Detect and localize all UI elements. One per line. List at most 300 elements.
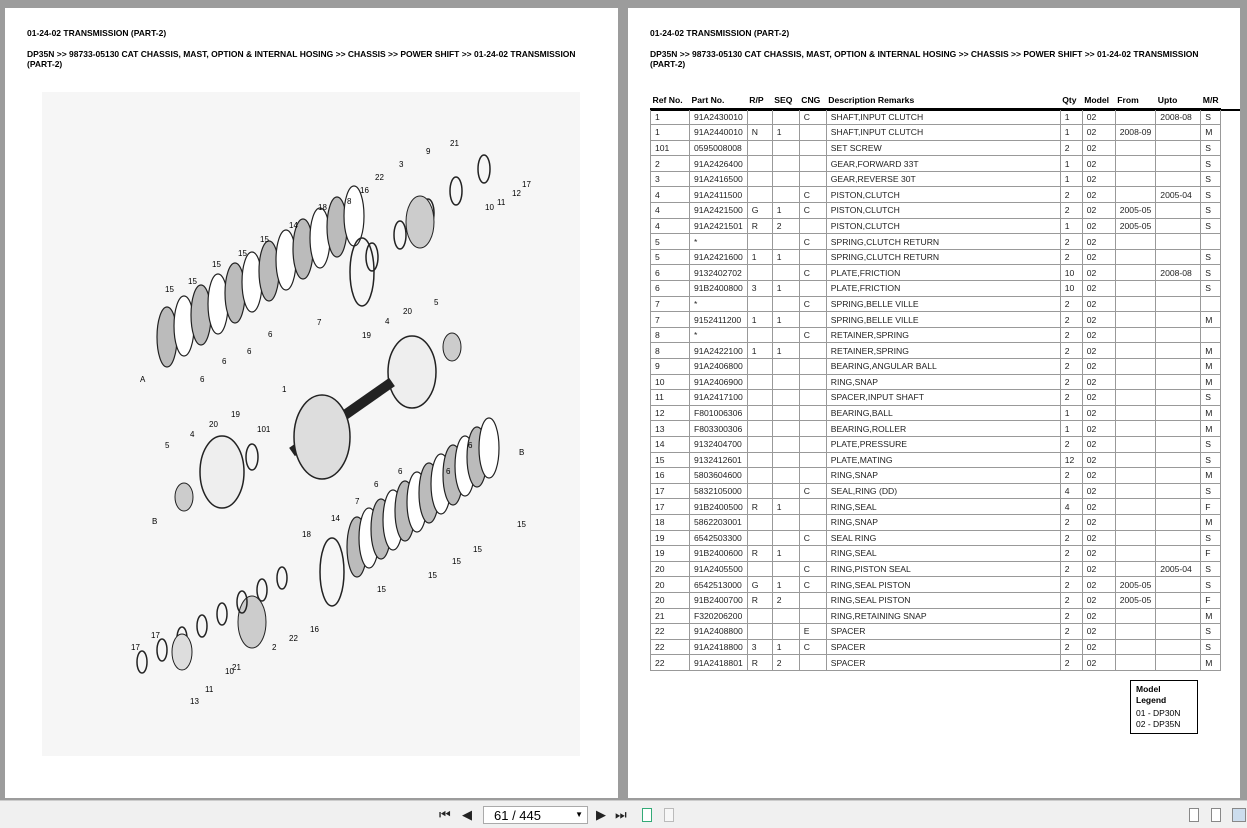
callout-label: 20 [209,420,218,429]
fit-page-icon[interactable] [642,808,652,822]
table-cell [1156,624,1201,640]
page-number-select[interactable] [483,806,588,824]
callout-label: 15 [260,235,269,244]
table-cell: 20 [651,577,690,593]
table-cell: 5803604600 [690,468,748,484]
table-cell: 5862203001 [690,514,748,530]
callout-label: 11 [205,685,214,694]
table-row [651,390,1221,406]
table-cell: 1 [1060,218,1082,234]
table-cell: RING,PISTON SEAL [826,561,1060,577]
table-cell: PISTON,CLUTCH [826,218,1060,234]
callout-label: 18 [302,530,311,539]
table-cell: C [799,483,826,499]
table-row [651,452,1221,468]
table-cell: M [1201,655,1221,671]
table-cell [1115,483,1156,499]
table-cell: 16 [651,468,690,484]
table-cell: 2 [1060,561,1082,577]
table-cell: 1 [1060,405,1082,421]
table-cell: S [1201,187,1221,203]
table-cell: 91A2422100 [690,343,748,359]
table-cell: 14 [651,436,690,452]
last-page-button[interactable]: ⏭ [615,807,627,822]
table-cell: F801006306 [690,405,748,421]
table-cell [772,156,799,172]
callout-label: 15 [428,571,437,580]
table-cell: 91A2408800 [690,624,748,640]
table-cell: 1 [772,125,799,141]
table-cell [1156,468,1201,484]
table-cell: BEARING,ANGULAR BALL [826,359,1060,375]
callout-label: 15 [473,545,482,554]
table-cell [799,140,826,156]
table-cell [772,452,799,468]
table-cell: 4 [651,203,690,219]
table-cell [1115,499,1156,515]
table-cell [799,436,826,452]
right-page [628,8,1240,798]
table-cell [1115,374,1156,390]
table-cell [747,156,772,172]
table-cell: 9132402702 [690,265,748,281]
column-header: Description Remarks [828,95,915,105]
legend-item: 01 - DP30N [1136,708,1181,718]
table-cell: 02 [1082,561,1115,577]
table-cell: 02 [1082,156,1115,172]
table-cell [1115,265,1156,281]
table-cell: 2 [1060,639,1082,655]
table-cell: SPACER [826,624,1060,640]
table-cell [1115,156,1156,172]
table-cell: 02 [1082,639,1115,655]
table-cell: S [1201,390,1221,406]
table-cell [772,171,799,187]
table-cell: 02 [1082,577,1115,593]
table-cell: 2 [1060,203,1082,219]
table-cell: 1 [1060,421,1082,437]
clutch-drum [294,395,350,479]
continuous-view-icon[interactable] [1211,808,1221,822]
table-cell: 2 [1060,140,1082,156]
table-cell: RING,SNAP [826,468,1060,484]
table-cell: R [747,592,772,608]
table-cell [1201,234,1221,250]
table-cell: * [690,234,748,250]
table-cell: 101 [651,140,690,156]
callout-label: 17 [131,643,140,652]
column-header: Qty [1062,95,1077,105]
table-cell: 02 [1082,281,1115,297]
callout-label: 5 [165,441,170,450]
table-cell: SHAFT,INPUT CLUTCH [826,109,1060,125]
viewer-toolbar [0,800,1247,828]
table-cell: 4 [1060,483,1082,499]
callout-label: 22 [289,634,298,643]
callout-label: 15 [238,249,247,258]
table-cell: C [799,561,826,577]
table-cell [1115,312,1156,328]
table-cell: 02 [1082,187,1115,203]
table-cell: S [1201,436,1221,452]
table-cell: PISTON,CLUTCH [826,187,1060,203]
table-cell: M [1201,608,1221,624]
table-cell: 91A2411500 [690,187,748,203]
table-row [651,359,1221,375]
table-cell: F803300306 [690,421,748,437]
table-cell [1115,436,1156,452]
column-header: Model [1084,95,1110,105]
table-cell: 1 [772,499,799,515]
table-cell: 91A2418800 [690,639,748,655]
table-cell [747,452,772,468]
table-cell [747,234,772,250]
table-cell: 1 [1060,156,1082,172]
table-cell [1156,390,1201,406]
table-cell: BEARING,BALL [826,405,1060,421]
callout-label: 6 [446,467,451,476]
table-cell [1156,655,1201,671]
ring [246,444,258,470]
table-row [651,171,1221,187]
fit-width-icon[interactable] [664,808,674,822]
table-cell [1156,234,1201,250]
table-cell: S [1201,156,1221,172]
table-cell: 91B2400600 [690,546,748,562]
callout-label: 101 [257,425,271,434]
table-cell [747,468,772,484]
table-cell [1115,624,1156,640]
table-cell: 2 [1060,249,1082,265]
table-cell [772,187,799,203]
table-cell [1156,483,1201,499]
table-row [651,561,1221,577]
table-cell: 02 [1082,655,1115,671]
table-cell: 91A2406900 [690,374,748,390]
table-cell: S [1201,265,1221,281]
table-cell: 2008-08 [1156,265,1201,281]
table-cell: 6 [651,281,690,297]
table-row [651,281,1221,297]
parts-table [650,92,1221,671]
table-cell [1115,140,1156,156]
table-cell [1156,374,1201,390]
table-cell: 9132404700 [690,436,748,452]
callout-label: 6 [222,357,227,366]
table-cell: RING,SNAP [826,374,1060,390]
table-row [651,140,1221,156]
table-cell: R [747,499,772,515]
gear [406,196,434,248]
table-cell [1156,499,1201,515]
table-cell [1115,327,1156,343]
table-row [651,312,1221,328]
table-cell [1156,592,1201,608]
table-cell: M [1201,312,1221,328]
gear [238,596,266,648]
table-cell: 0595008008 [690,140,748,156]
table-cell: 11 [651,390,690,406]
table-cell: 1 [651,109,690,125]
table-cell: 20 [651,561,690,577]
page-title: 01-24-02 TRANSMISSION (PART-2) [650,28,790,38]
callout-label: B [519,448,525,457]
table-cell [799,218,826,234]
table-cell: 2 [1060,312,1082,328]
diagram-drawing [42,92,580,756]
callout-label: 8 [347,197,352,206]
table-cell: 2 [1060,234,1082,250]
callout-label: 16 [360,186,369,195]
table-cell: 02 [1082,125,1115,141]
table-cell: F [1201,546,1221,562]
table-cell [747,327,772,343]
table-cell: 02 [1082,327,1115,343]
table-cell: M [1201,359,1221,375]
breadcrumb: DP35N >> 98733-05130 CAT CHASSIS, MAST, OPTION & INTERNAL HOSING >> CHASSIS >> POWER SHIFT >> 01-24-02 TRANSMISSION (PART-2) [650,49,1199,69]
ring [157,639,167,661]
table-cell: 2 [1060,343,1082,359]
callout-label: 15 [517,520,526,529]
table-cell: 1 [772,312,799,328]
table-cell: R [747,655,772,671]
table-cell: 1 [1060,109,1082,125]
table-cell [799,359,826,375]
page-title: 01-24-02 TRANSMISSION (PART-2) [27,28,167,38]
table-cell [799,249,826,265]
breadcrumb: DP35N >> 98733-05130 CAT CHASSIS, MAST, OPTION & INTERNAL HOSING >> CHASSIS >> POWER SHIFT >> 01-24-02 TRANSMISSION (PART-2) [27,49,576,69]
table-cell: 91B2400500 [690,499,748,515]
table-cell [747,530,772,546]
table-cell: SET SCREW [826,140,1060,156]
table-cell: E [799,624,826,640]
table-cell: G [747,577,772,593]
table-cell: S [1201,203,1221,219]
callout-label: 6 [200,375,205,384]
table-cell [772,608,799,624]
table-cell: 2005-05 [1115,203,1156,219]
callout-label: B [152,517,158,526]
table-cell [772,624,799,640]
table-cell: R [747,546,772,562]
table-cell: 2 [1060,187,1082,203]
table-cell [799,499,826,515]
table-cell [1156,171,1201,187]
table-cell [1115,281,1156,297]
table-cell: 20 [651,592,690,608]
table-cell: 02 [1082,109,1115,125]
left-page [5,8,618,798]
table-cell [1156,405,1201,421]
table-cell: 02 [1082,312,1115,328]
table-cell: 10 [1060,265,1082,281]
piston [388,336,436,408]
table-cell [799,281,826,297]
table-cell: PLATE,FRICTION [826,281,1060,297]
callout-label: 16 [310,625,319,634]
chevron-down-icon: ▼ [575,810,583,819]
table-cell [1115,249,1156,265]
table-cell [747,405,772,421]
table-cell: 6 [651,265,690,281]
table-cell [799,125,826,141]
spring [175,483,193,511]
table-cell [747,140,772,156]
table-cell: SPACER [826,639,1060,655]
table-cell: 1 [747,343,772,359]
table-cell: 91A2421500 [690,203,748,219]
ring [277,567,287,589]
two-page-view-icon[interactable] [1232,808,1246,822]
table-cell: 4 [651,187,690,203]
callout-label: 5 [434,298,439,307]
callout-label: 4 [385,317,390,326]
table-cell: C [799,109,826,125]
table-row [651,483,1221,499]
table-cell: S [1201,483,1221,499]
callout-label: 15 [165,285,174,294]
table-cell [1115,296,1156,312]
table-cell [1156,608,1201,624]
table-row [651,514,1221,530]
table-cell [1115,655,1156,671]
table-cell [1156,639,1201,655]
table-cell [772,374,799,390]
callout-label: 17 [151,631,160,640]
next-page-button[interactable]: ▶ [596,807,606,822]
table-cell [772,359,799,375]
table-cell: 12 [1060,452,1082,468]
table-cell: RING,SEAL [826,499,1060,515]
table-cell [1115,421,1156,437]
table-cell: M [1201,343,1221,359]
table-cell: 91A2440010 [690,125,748,141]
callout-label: 2 [272,643,277,652]
table-cell: 7 [651,296,690,312]
table-cell: 02 [1082,249,1115,265]
table-row [651,234,1221,250]
callout-label: 3 [399,160,404,169]
table-cell [1201,327,1221,343]
table-cell [1156,249,1201,265]
table-cell [1115,187,1156,203]
table-cell: C [799,639,826,655]
table-cell [772,483,799,499]
previous-page-button[interactable]: ◀ [462,807,472,822]
table-cell: 2 [1060,436,1082,452]
table-cell [747,265,772,281]
table-cell [1156,156,1201,172]
table-cell: 2 [772,655,799,671]
table-row [651,405,1221,421]
table-cell: 19 [651,530,690,546]
table-cell: PISTON,CLUTCH [826,203,1060,219]
table-cell: 2 [772,218,799,234]
table-cell: S [1201,561,1221,577]
table-cell [1115,405,1156,421]
legend-item: 02 - DP35N [1136,719,1181,729]
callout-label: 10 [485,203,494,212]
table-cell: PLATE,MATING [826,452,1060,468]
table-cell: 1 [772,577,799,593]
table-cell [747,296,772,312]
table-cell: 02 [1082,436,1115,452]
table-cell: 8 [651,327,690,343]
table-row [651,109,1221,125]
table-cell: 02 [1082,218,1115,234]
page-number-value: 61 / 445 [494,808,541,823]
table-row [651,343,1221,359]
table-cell: 2 [1060,390,1082,406]
table-cell: 9152411200 [690,312,748,328]
ring [366,243,378,271]
ring [197,615,207,637]
table-cell: S [1201,109,1221,125]
table-cell: 02 [1082,608,1115,624]
column-header: Upto [1157,95,1178,105]
table-cell [799,452,826,468]
table-cell: RING,SEAL PISTON [826,577,1060,593]
table-cell: M [1201,405,1221,421]
column-header: Ref No. [652,95,683,105]
table-cell: 91B2400800 [690,281,748,297]
table-cell [747,171,772,187]
table-cell [1201,296,1221,312]
table-cell: 1 [1060,171,1082,187]
table-cell: F320206200 [690,608,748,624]
table-cell [1156,343,1201,359]
table-cell [1156,203,1201,219]
table-cell [1115,530,1156,546]
table-cell: R [747,218,772,234]
table-cell: 2 [1060,592,1082,608]
table-cell: 9132412601 [690,452,748,468]
table-cell [799,421,826,437]
table-cell: RING,SEAL PISTON [826,592,1060,608]
table-cell [747,359,772,375]
callout-label: 17 [522,180,531,189]
table-cell: 2 [651,156,690,172]
table-cell: 2 [1060,327,1082,343]
table-cell [1115,234,1156,250]
table-cell: 91A2430010 [690,109,748,125]
table-cell: C [799,203,826,219]
table-cell: M [1201,421,1221,437]
table-cell: 9 [651,359,690,375]
table-cell: 18 [651,514,690,530]
table-cell [799,608,826,624]
table-cell: 7 [651,312,690,328]
table-cell [799,156,826,172]
table-cell: 2 [1060,624,1082,640]
table-cell: M [1201,125,1221,141]
table-cell: 1 [772,639,799,655]
table-cell [1115,109,1156,125]
table-row [651,374,1221,390]
single-page-view-icon[interactable] [1189,808,1199,822]
column-header: CNG [801,95,821,105]
table-cell [1115,452,1156,468]
table-cell: 02 [1082,468,1115,484]
table-cell: SPACER,INPUT SHAFT [826,390,1060,406]
table-cell: 8 [651,343,690,359]
table-cell: 91A2406800 [690,359,748,375]
table-row [651,655,1221,671]
table-cell: SPRING,BELLE VILLE [826,312,1060,328]
first-page-button[interactable]: ⏮ [439,807,451,822]
table-cell: F [1201,499,1221,515]
table-cell: 91A2405500 [690,561,748,577]
